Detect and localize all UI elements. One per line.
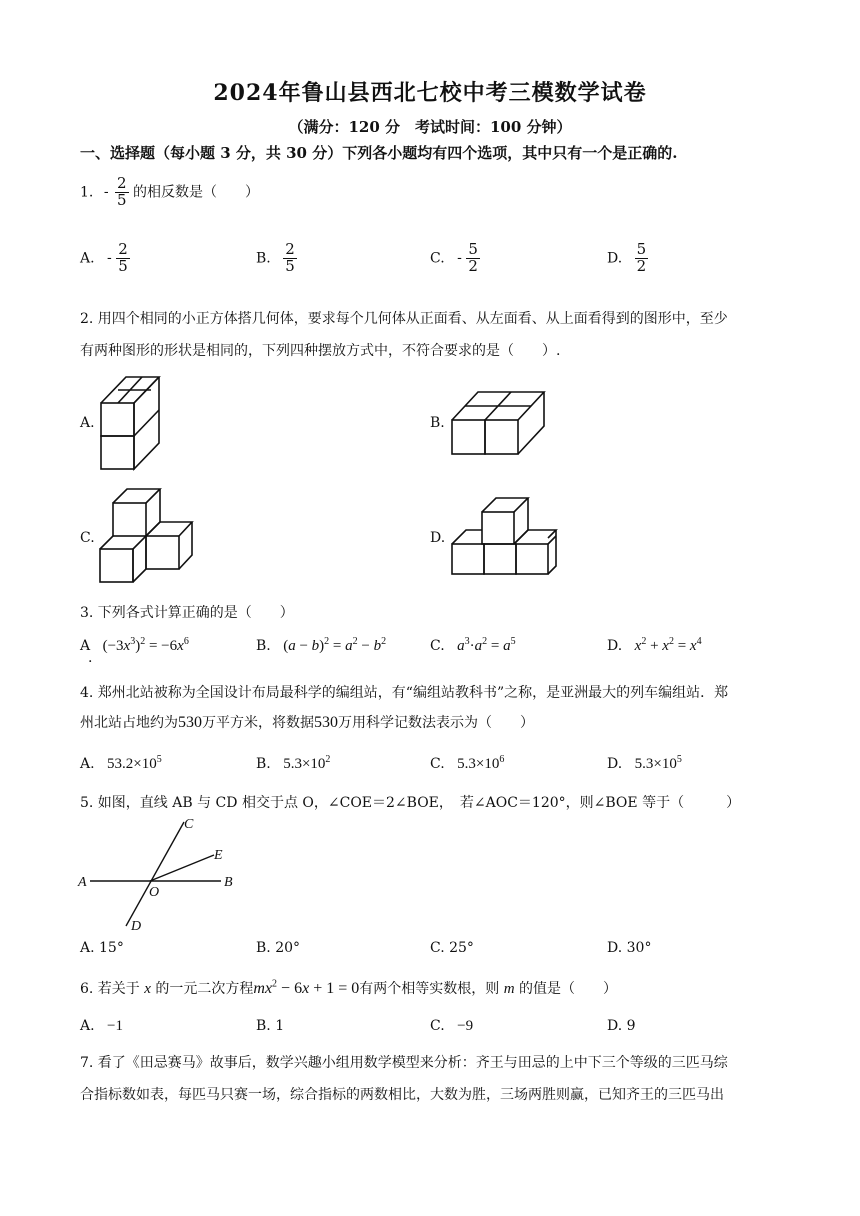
q3-option-d[interactable]: D. $x^2 + x^2 = x^4$ [607, 636, 702, 654]
q5-option-b[interactable]: B. 20° [256, 940, 301, 956]
fraction: $\frac{5}{2}$ [468, 240, 478, 275]
page-title: 2024年鲁山县西北七校中考三模数学试卷 [213, 80, 647, 106]
question-4-line-2: 州北站占地约为530万平方米，将数据530万用科学记数法表示为（ ） [80, 714, 534, 731]
label-d: D [131, 919, 142, 932]
exam-info: （满分：120 分 考试时间：100 分钟） [288, 118, 572, 136]
label-a: A [78, 875, 87, 890]
fraction: $\frac{2}{5}$ [117, 174, 127, 209]
formula: $a^3\cdot a^2 = a^5$ [457, 636, 516, 654]
q6-option-c[interactable]: C. −9 [430, 1018, 474, 1034]
q4-option-c[interactable]: C. $5.3\times 10^6$ [430, 754, 505, 772]
q6-option-d[interactable]: D. 9 [607, 1018, 636, 1034]
equation: $mx^2 - 6x + 1 = 0$ [253, 978, 360, 997]
formula: $(a - b)^2 = a^2 - b^2$ [283, 636, 387, 654]
q2-option-d-label[interactable]: D. [430, 530, 446, 546]
question-3: 3. 下列各式计算正确的是（ ） [80, 605, 294, 621]
q5-option-c[interactable]: C. 25° [430, 940, 474, 956]
q4-option-b[interactable]: B. $5.3\times 10^2$ [256, 754, 331, 772]
q1-option-b[interactable]: B. $\frac{2}{5}$ [256, 240, 295, 275]
lines-figure [76, 814, 246, 932]
q2-option-a-label[interactable]: A. [80, 415, 95, 431]
formula: $x^2 + x^2 = x^4$ [634, 636, 702, 654]
q1-option-c[interactable]: C. - $\frac{5}{2}$ [430, 240, 478, 275]
section-heading: 一、选择题（每小题 3 分，共 30 分）下列各小题均有四个选项，其中只有一个是正确的. [80, 144, 678, 162]
line-cd [126, 822, 184, 926]
question-5: 5. 如图，直线 AB 与 CD 相交于点 O，∠COE＝2∠BOE， 若∠AOC＝120°，则∠BOE 等于（ ） [80, 795, 741, 811]
cube-figure-c [96, 486, 196, 586]
label-c: C [184, 817, 194, 832]
label-e: E [214, 848, 223, 863]
q3-option-b[interactable]: B. $(a - b)^2 = a^2 - b^2$ [256, 636, 387, 654]
question-7-line-2: 合指标数如表，每匹马只赛一场，综合指标的两数相比，大数为胜，三场两胜则赢，已知齐王的三匹马出 [80, 1087, 724, 1103]
fraction: $\frac{2}{5}$ [118, 240, 128, 275]
question-7-line-1: 7. 看了《田忌赛马》故事后，数学兴趣小组用数学模型来分析：齐王与田忌的上中下三个等级的三匹马综 [80, 1055, 728, 1071]
ray-oe [150, 855, 214, 881]
q1-option-d[interactable]: D. $\frac{5}{2}$ [607, 240, 647, 275]
q3-option-a[interactable]: A $(-3x^3)^2 = -6x^6$ [80, 636, 189, 654]
cube-figure-d [448, 494, 560, 578]
question-6: 6. 若关于 x 的一元二次方程$mx^2 - 6x + 1 = 0$有两个相等实数根，则 m 的值是（ ） [80, 978, 617, 997]
question-1: 1. - $\frac{2}{5}$ 的相反数是（ ） [80, 174, 259, 209]
question-2-line-2: 有两种图形的形状是相同的，下列四种摆放方式中，不符合要求的是（ ）. [80, 343, 561, 359]
q6-option-a[interactable]: A. −1 [80, 1018, 123, 1034]
q2-option-b-label[interactable]: B. [430, 415, 445, 431]
cube-figure-a [96, 370, 168, 474]
q4-option-d[interactable]: D. $5.3\times 10^5$ [607, 754, 682, 772]
fraction: $\frac{5}{2}$ [636, 240, 647, 275]
fraction: $\frac{2}{5}$ [285, 240, 295, 275]
label-b: B [224, 875, 233, 890]
question-2-line-1: 2. 用四个相同的小正方体搭几何体，要求每个几何体从正面看、从左面看、从上面看得到的图形中，至少 [80, 311, 728, 327]
q2-option-c-label[interactable]: C. [80, 530, 95, 546]
q3-option-c[interactable]: C. $a^3\cdot a^2 = a^5$ [430, 636, 516, 654]
option-dot: . [88, 650, 93, 666]
label-o: O [149, 885, 160, 900]
formula: $(-3x^3)^2 = -6x^6$ [102, 636, 189, 654]
cube-figure-b [448, 386, 550, 458]
q6-option-b[interactable]: B. 1 [256, 1018, 285, 1034]
q5-option-a[interactable]: A. 15° [80, 940, 124, 956]
q4-option-a[interactable]: A. $53.2\times 10^5$ [80, 754, 162, 772]
q1-option-a[interactable]: A. - $\frac{2}{5}$ [80, 240, 128, 275]
question-4-line-1: 4. 郑州北站被称为全国设计布局最科学的编组站，有“编组站教科书”之称，是亚洲最大的列车编组站．郑 [80, 685, 729, 701]
q5-option-d[interactable]: D. 30° [607, 940, 652, 956]
